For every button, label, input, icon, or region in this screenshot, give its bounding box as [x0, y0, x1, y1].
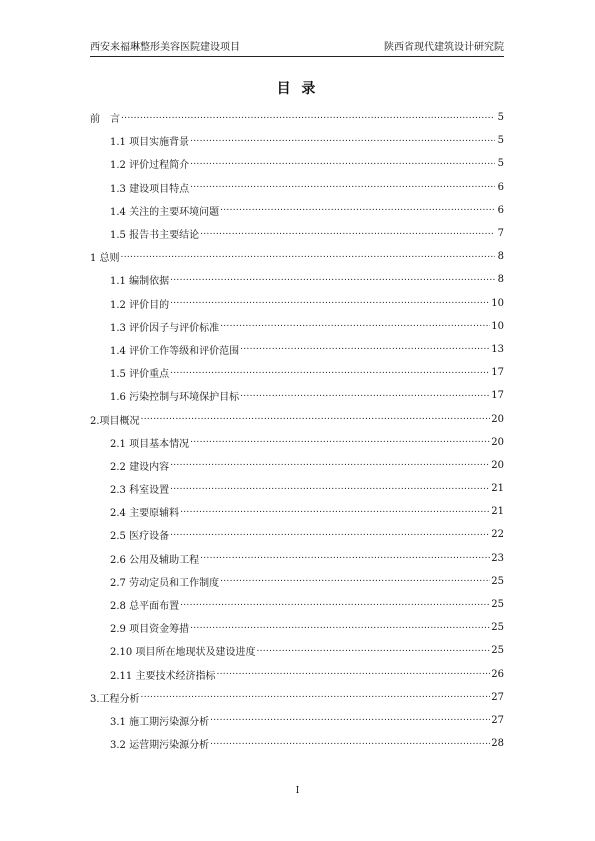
toc-entry[interactable]	[90, 361, 504, 384]
toc-entry-label: 1 总则	[90, 253, 120, 265]
toc-entry[interactable]	[90, 639, 504, 662]
toc-entry-page: 22	[491, 529, 504, 541]
toc-entry[interactable]	[90, 732, 504, 755]
toc-entry-label: 2.11 主要技术经济指标	[110, 670, 216, 682]
toc-entry-page: 26	[491, 668, 504, 680]
toc-dot-leader	[220, 575, 490, 587]
toc-entry[interactable]	[90, 384, 504, 407]
toc-entry[interactable]	[90, 663, 504, 686]
toc-entry-page: 25	[491, 575, 504, 587]
toc-entry[interactable]	[90, 686, 504, 709]
toc-dot-leader	[121, 251, 495, 263]
toc-entry[interactable]	[90, 431, 504, 454]
toc-entry-page: 20	[491, 413, 504, 425]
toc-entry-label: 1.4 评价工作等级和评价范围	[110, 345, 240, 357]
toc-entry[interactable]	[90, 245, 504, 268]
toc-dot-leader	[180, 506, 490, 518]
toc-entry-page: 23	[491, 552, 504, 564]
toc-dot-leader	[210, 714, 490, 726]
toc-dot-leader	[200, 552, 490, 564]
toc-entry-label: 3.工程分析	[90, 693, 140, 705]
toc-dot-leader	[180, 599, 490, 611]
toc-entry-label: 1.3 建设项目特点	[110, 183, 190, 195]
toc-dot-leader	[190, 181, 495, 193]
toc-dot-leader	[256, 645, 490, 657]
toc-dot-leader	[141, 691, 491, 703]
toc-entry-page: 20	[491, 436, 504, 448]
toc-entry-label: 1.2 评价目的	[110, 299, 170, 311]
page-number: I	[295, 786, 300, 796]
toc-entry[interactable]	[90, 176, 504, 199]
toc-entry-label: 1.4 关注的主要环境问题	[110, 206, 220, 218]
toc-entry-page: 8	[497, 251, 504, 263]
toc-entry-page: 10	[491, 320, 504, 332]
toc-dot-leader	[220, 204, 495, 216]
toc-entry[interactable]	[90, 268, 504, 291]
toc-entry-page: 10	[491, 297, 504, 309]
toc-entry-label: 2.5 医疗设备	[110, 531, 170, 543]
toc-entry-label: 2.9 项目资金筹措	[110, 624, 190, 636]
toc-entry-page: 5	[497, 158, 504, 170]
toc-dot-leader	[200, 228, 495, 240]
toc-entry-page: 25	[491, 599, 504, 611]
toc-entry-label: 2.2 建设内容	[110, 461, 170, 473]
toc-entry[interactable]	[90, 129, 504, 152]
toc-dot-leader	[240, 343, 490, 355]
toc-entry-label: 2.1 项目基本情况	[110, 438, 190, 450]
toc-entry[interactable]	[90, 315, 504, 338]
table-of-contents	[90, 106, 504, 755]
toc-entry-page: 6	[497, 181, 504, 193]
toc-dot-leader	[240, 390, 490, 402]
toc-dot-leader	[141, 413, 491, 425]
toc-entry-page: 25	[491, 622, 504, 634]
header-project-name: 西安来福琳整形美容医院建设项目	[90, 42, 240, 53]
toc-entry-page: 25	[491, 645, 504, 657]
toc-entry-label: 1.5 报告书主要结论	[110, 230, 200, 242]
toc-entry-label: 2.6 公用及辅助工程	[110, 554, 200, 566]
toc-entry[interactable]	[90, 152, 504, 175]
toc-entry-page: 7	[497, 228, 504, 240]
toc-dot-leader	[190, 622, 490, 634]
toc-entry-label: 2.8 总平面布置	[110, 601, 180, 613]
toc-entry-page: 5	[497, 135, 504, 147]
toc-entry-page: 5	[497, 112, 504, 124]
toc-dot-leader	[170, 529, 490, 541]
toc-entry-page: 20	[491, 459, 504, 471]
toc-entry-label: 2.项目概况	[90, 415, 140, 427]
toc-entry[interactable]	[90, 199, 504, 222]
toc-entry[interactable]	[90, 500, 504, 523]
toc-entry-label: 3.1 施工期污染源分析	[110, 716, 210, 728]
toc-entry-label: 1.1 编制依据	[110, 276, 170, 288]
toc-entry[interactable]	[90, 547, 504, 570]
toc-entry-page: 27	[491, 714, 504, 726]
toc-entry[interactable]	[90, 616, 504, 639]
toc-entry[interactable]	[90, 454, 504, 477]
toc-entry[interactable]	[90, 709, 504, 732]
toc-entry-page: 17	[491, 367, 504, 379]
page-header	[90, 40, 504, 57]
toc-dot-leader	[190, 135, 495, 147]
toc-entry-page: 13	[491, 343, 504, 355]
toc-entry-page: 27	[491, 691, 504, 703]
toc-entry-label: 3.2 运营期污染源分析	[110, 740, 210, 752]
toc-dot-leader	[121, 112, 495, 124]
toc-dot-leader	[170, 274, 495, 286]
toc-entry[interactable]	[90, 570, 504, 593]
toc-entry-label: 1.1 项目实施背景	[110, 137, 190, 149]
toc-dot-leader	[216, 668, 490, 680]
toc-entry[interactable]	[90, 292, 504, 315]
toc-entry-page: 21	[491, 506, 504, 518]
toc-entry-label: 1.6 污染控制与环境保护目标	[110, 392, 240, 404]
toc-entry[interactable]	[90, 593, 504, 616]
toc-title: 目 录	[276, 81, 319, 97]
toc-entry-page: 21	[491, 483, 504, 495]
toc-dot-leader	[220, 320, 490, 332]
toc-entry-label: 2.4 主要原辅料	[110, 508, 180, 520]
toc-entry-page: 6	[497, 204, 504, 216]
toc-entry[interactable]	[90, 106, 504, 129]
toc-entry[interactable]	[90, 407, 504, 430]
header-institute-name: 陕西省现代建筑设计研究院	[384, 42, 504, 53]
toc-entry-page: 8	[497, 274, 504, 286]
toc-entry[interactable]	[90, 523, 504, 546]
toc-dot-leader	[170, 483, 490, 495]
toc-entry-label: 2.3 科室设置	[110, 485, 170, 497]
toc-dot-leader	[190, 436, 490, 448]
toc-entry-label: 1.3 评价因子与评价标准	[110, 322, 220, 334]
toc-entry[interactable]	[90, 222, 504, 245]
toc-entry-label: 2.10 项目所在地现状及建设进度	[110, 647, 256, 659]
toc-dot-leader	[170, 297, 490, 309]
toc-dot-leader	[190, 158, 495, 170]
toc-dot-leader	[170, 367, 490, 379]
toc-dot-leader	[210, 738, 490, 750]
toc-entry-label: 1.5 评价重点	[110, 369, 170, 381]
toc-entry[interactable]	[90, 338, 504, 361]
toc-entry[interactable]	[90, 477, 504, 500]
toc-entry-page: 17	[491, 390, 504, 402]
toc-entry-label: 2.7 劳动定员和工作制度	[110, 577, 220, 589]
toc-entry-label: 前 言	[90, 114, 120, 126]
toc-entry-label: 1.2 评价过程简介	[110, 160, 190, 172]
toc-entry-page: 28	[491, 738, 504, 750]
toc-dot-leader	[170, 459, 490, 471]
